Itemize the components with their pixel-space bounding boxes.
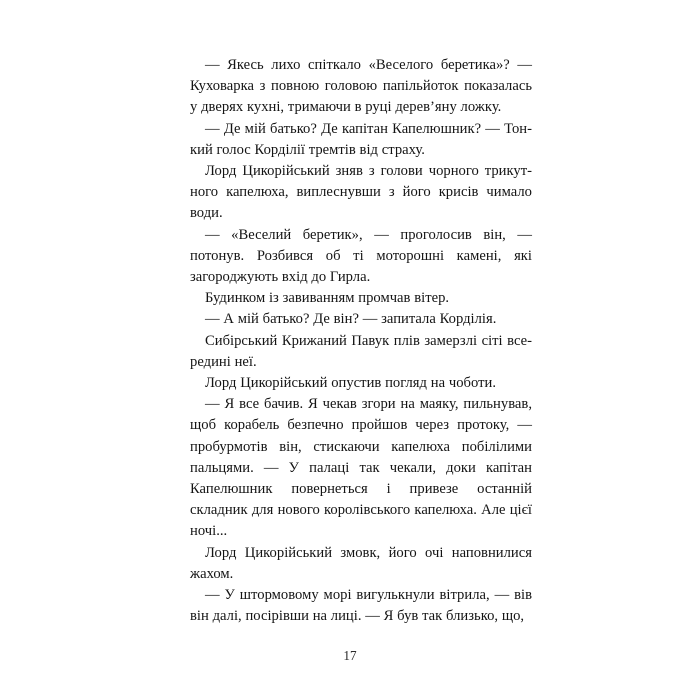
paragraph: — А мій батько? Де він? — запитала Корділія. xyxy=(205,311,497,328)
body-text-block xyxy=(190,55,532,627)
paragraph: Лорд Цикорійський зняв з голови чорного трикутного капелюха, виплеснувши з його крисів чимало води. xyxy=(190,163,532,222)
paragraph: Сибірський Крижаний Павук плів замерзлі сіті всередині неї. xyxy=(190,332,532,370)
paragraph: — Я все бачив. Я чекав згори на маяку, пильнував, щоб корабель безпечно пройшов через протоку, — пробурмотів він, стискаючи капелюха побілілими пальцями. — У палаці так чекали, доки капітан Капелюшник повернеться і привезе останній складник для нового королівського капелюха. Але цієї ночі... xyxy=(190,396,532,540)
page-number: 17 xyxy=(343,648,357,663)
paragraph: Лорд Цикорійський опустив погляд на чоботи. xyxy=(205,375,496,392)
paragraph: Будинком із завиванням промчав вітер. xyxy=(205,290,450,307)
paragraph: — «Веселий беретик», — проголосив він, — потонув. Розбився об ті моторошні камені, які загороджують вхід до Гирла. xyxy=(190,226,532,286)
paragraph: — Де мій батько? Де капітан Капелюшник? — Тонкий голос Корділії тремтів від страху. xyxy=(190,120,532,158)
paragraph: — Якесь лихо спіткало «Веселого беретика»? — Куховарка з повною головою папільйоток показалась у дверях кухні, тримаючи в руці дерев’яну ложку. xyxy=(190,57,532,116)
paragraph: — У штормовому морі вигулькнули вітрила, — вів він далі, посірівши на лиці. — Я був так близько, що, xyxy=(190,587,532,625)
paragraph: Лорд Цикорійський змовк, його очі наповнилися жахом. xyxy=(190,544,532,582)
